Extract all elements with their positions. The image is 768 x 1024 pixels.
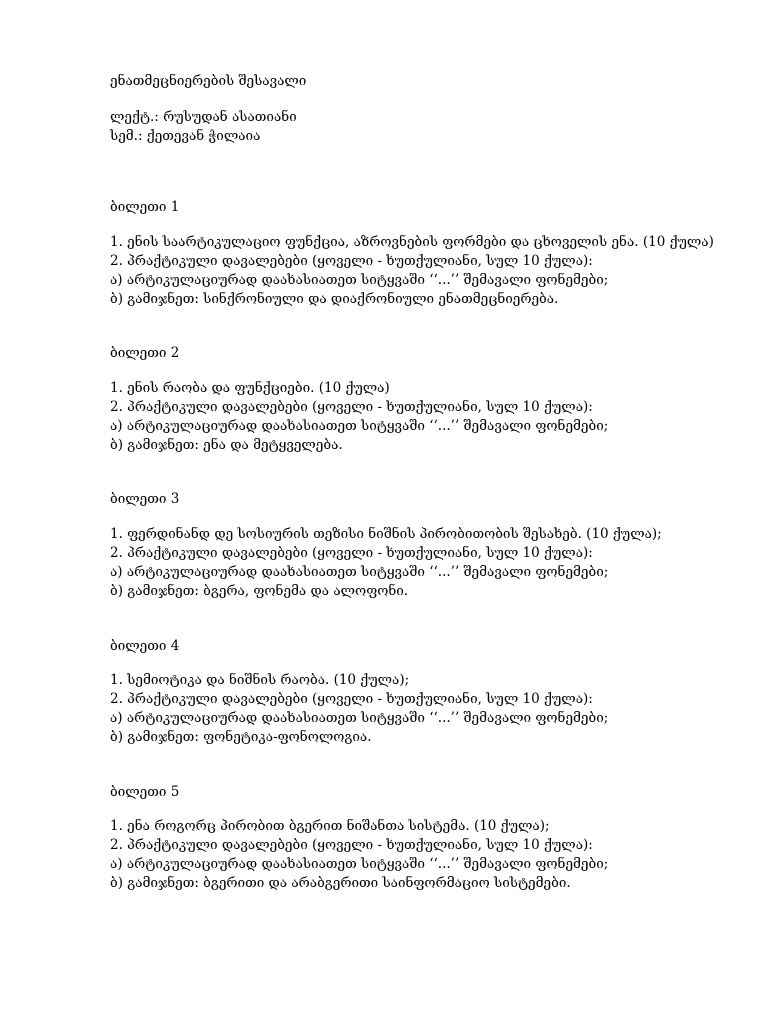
ticket-item: ბ) გამიჯნეთ: ბგერა, ფონემა და ალოფონი. <box>110 583 409 599</box>
ticket-item: ა) არტიკულაციურად დაახასიათეთ სიტყვაში ‘‘...’’ შემავალი ფონემები; <box>110 710 609 726</box>
ticket-title: ბილეთი 4 <box>110 638 180 654</box>
ticket-item: 2. პრაქტიკული დავალებები (ყოველი - ხუთქულიანი, სულ 10 ქულა): <box>110 253 593 269</box>
ticket-item: 2. პრაქტიკული დავალებები (ყოველი - ხუთქულიანი, სულ 10 ქულა): <box>110 837 593 853</box>
ticket-item: 1. ენის საარტიკულაციო ფუნქცია, აზროვნების ფორმები და ცხოველის ენა. (10 ქულა) <box>110 234 714 250</box>
ticket-title: ბილეთი 5 <box>110 784 180 800</box>
ticket-item: ბ) გამიჯნეთ: ფონეტიკა-ფონოლოგია. <box>110 729 372 745</box>
ticket-item: ბ) გამიჯნეთ: სინქრონიული და დიაქრონიული ენათმეცნიერება. <box>110 291 559 307</box>
ticket-item: ა) არტიკულაციურად დაახასიათეთ სიტყვაში ‘‘...’’ შემავალი ფონემები; <box>110 856 609 872</box>
ticket-item: ა) არტიკულაციურად დაახასიათეთ სიტყვაში ‘‘...’’ შემავალი ფონემები; <box>110 418 609 434</box>
course-title: ენათმეცნიერების შესავალი <box>110 73 307 89</box>
ticket-item: 1. ენის რაობა და ფუნქციები. (10 ქულა) <box>110 380 390 396</box>
ticket-item: 1. ენა როგორც პირობით ბგერით ნიშანთა სისტემა. (10 ქულა); <box>110 818 550 834</box>
ticket-item: ა) არტიკულაციურად დაახასიათეთ სიტყვაში ‘‘...’’ შემავალი ფონემები; <box>110 564 609 580</box>
ticket-item: ბ) გამიჯნეთ: ბგერითი და არაბგერითი საინფორმაციო სისტემები. <box>110 875 571 891</box>
ticket-item: ბ) გამიჯნეთ: ენა და მეტყველება. <box>110 437 343 453</box>
ticket-title: ბილეთი 3 <box>110 491 180 507</box>
ticket-item: 2. პრაქტიკული დავალებები (ყოველი - ხუთქულიანი, სულ 10 ქულა): <box>110 545 593 561</box>
lecturer-line: ლექტ.: რუსუდან ასათიანი <box>110 109 297 125</box>
ticket-item: 2. პრაქტიკული დავალებები (ყოველი - ხუთქულიანი, სულ 10 ქულა): <box>110 399 593 415</box>
ticket-title: ბილეთი 1 <box>110 199 180 215</box>
ticket-title: ბილეთი 2 <box>110 345 180 361</box>
seminar-line: სემ.: ქეთევან ჭილაია <box>110 128 261 144</box>
ticket-item: 1. ფერდინანდ დე სოსიურის თეზისი ნიშნის პირობითობის შესახებ. (10 ქულა); <box>110 526 662 542</box>
ticket-item: 1. სემიოტიკა და ნიშნის რაობა. (10 ქულა); <box>110 672 410 688</box>
ticket-item: ა) არტიკულაციურად დაახასიათეთ სიტყვაში ‘‘...’’ შემავალი ფონემები; <box>110 272 609 288</box>
ticket-item: 2. პრაქტიკული დავალებები (ყოველი - ხუთქულიანი, სულ 10 ქულა): <box>110 691 593 707</box>
